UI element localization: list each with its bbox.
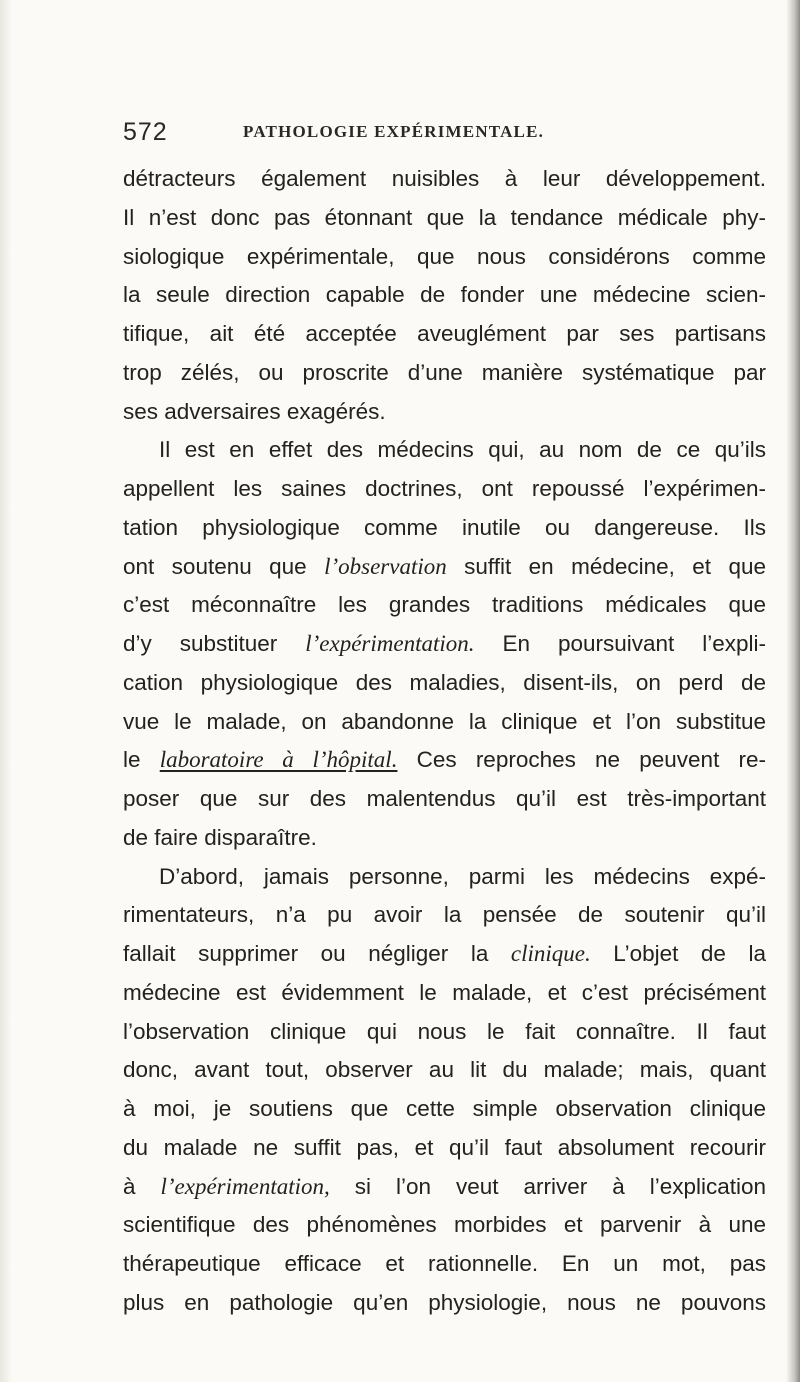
text-line: détracteurs également nuisibles à leur développement.: [123, 166, 766, 191]
text-line: la seule direction capable de fonder une médecine scien-: [123, 282, 766, 308]
text-line: scientifique des phénomènes morbides et parvenir à une: [123, 1212, 766, 1238]
page-left-edge: [0, 0, 12, 1382]
text-run: si l’on veut arriver à l’explication: [329, 1173, 767, 1199]
italic-run: l’observation: [324, 553, 447, 579]
text-run: L’objet de la: [590, 941, 766, 966]
text-run: à: [123, 1173, 161, 1199]
text-line: [123, 548, 766, 587]
text-line: trop zélés, ou proscrite d’une manière systématique par: [123, 359, 766, 385]
text-line: ses adversaires exagérés.: [123, 398, 386, 424]
text-line: vue le malade, on abandonne la clinique et l’on substitue: [123, 708, 766, 734]
text-line: siologique expérimentale, que nous considérons comme: [123, 243, 766, 269]
text-line: D’abord, jamais personne, parmi les médecins expé-: [159, 863, 766, 889]
italic-run: l’expérimentation.: [305, 631, 475, 656]
text-run: Ces reproches ne peuvent re-: [397, 747, 766, 773]
text-line: l’observation clinique qui nous le fait connaître. Il faut: [123, 1018, 766, 1044]
text-line: à moi, je soutiens que cette simple observation clinique: [123, 1096, 766, 1121]
text-line: [123, 625, 766, 664]
body-text: [123, 160, 766, 1323]
text-line: [123, 935, 766, 974]
text-run: le: [123, 747, 160, 773]
text-line: cation physiologique des maladies, disent-ils, on perd de: [123, 669, 766, 695]
text-run: ont soutenu que: [123, 553, 325, 579]
text-run: suffit en médecine, et que: [446, 553, 766, 579]
italic-run: laboratoire à l’hôpital.: [159, 747, 398, 773]
italic-run: clinique.: [510, 941, 591, 966]
text-line: tifique, ait été acceptée aveuglément par ses partisans: [123, 321, 766, 346]
text-line: tation physiologique comme inutile ou dangereuse. Ils: [123, 514, 766, 540]
italic-run: l’expérimentation,: [160, 1173, 330, 1199]
text-line: plus en pathologie qu’en physiologie, nous ne pouvons: [123, 1289, 766, 1315]
text-line: [123, 741, 766, 780]
text-line: poser que sur des malentendus qu’il est très-important: [123, 786, 766, 811]
page-right-edge: [786, 0, 800, 1382]
text-line: de faire disparaître.: [123, 824, 317, 850]
text-line: donc, avant tout, observer au lit du malade; mais, quant: [123, 1057, 766, 1083]
running-title: PATHOLOGIE EXPÉRIMENTALE.: [243, 122, 545, 141]
text-line: rimentateurs, n’a pu avoir la pensée de soutenir qu’il: [123, 902, 766, 928]
text-line: appellent les saines doctrines, ont repoussé l’expérimen-: [123, 476, 766, 501]
text-line: c’est méconnaître les grandes traditions médicales que: [123, 592, 766, 618]
text-line: médecine est évidemment le malade, et c’est précisément: [123, 979, 766, 1005]
text-run: d’y substituer: [123, 631, 306, 656]
text-run: fallait supprimer ou négliger la: [123, 941, 511, 966]
text-run: En poursuivant l’expli-: [474, 631, 766, 656]
text-line: Il n’est donc pas étonnant que la tendance médicale phy-: [123, 204, 766, 230]
text-line: du malade ne suffit pas, et qu’il faut absolument recourir: [123, 1134, 766, 1160]
text-line: [123, 1168, 766, 1207]
text-line: Il est en effet des médecins qui, au nom de ce qu’ils: [159, 437, 766, 463]
text-line: thérapeutique efficace et rationnelle. En un mot, pas: [123, 1251, 766, 1276]
running-head: [123, 118, 763, 148]
page-number: 572: [123, 118, 168, 146]
